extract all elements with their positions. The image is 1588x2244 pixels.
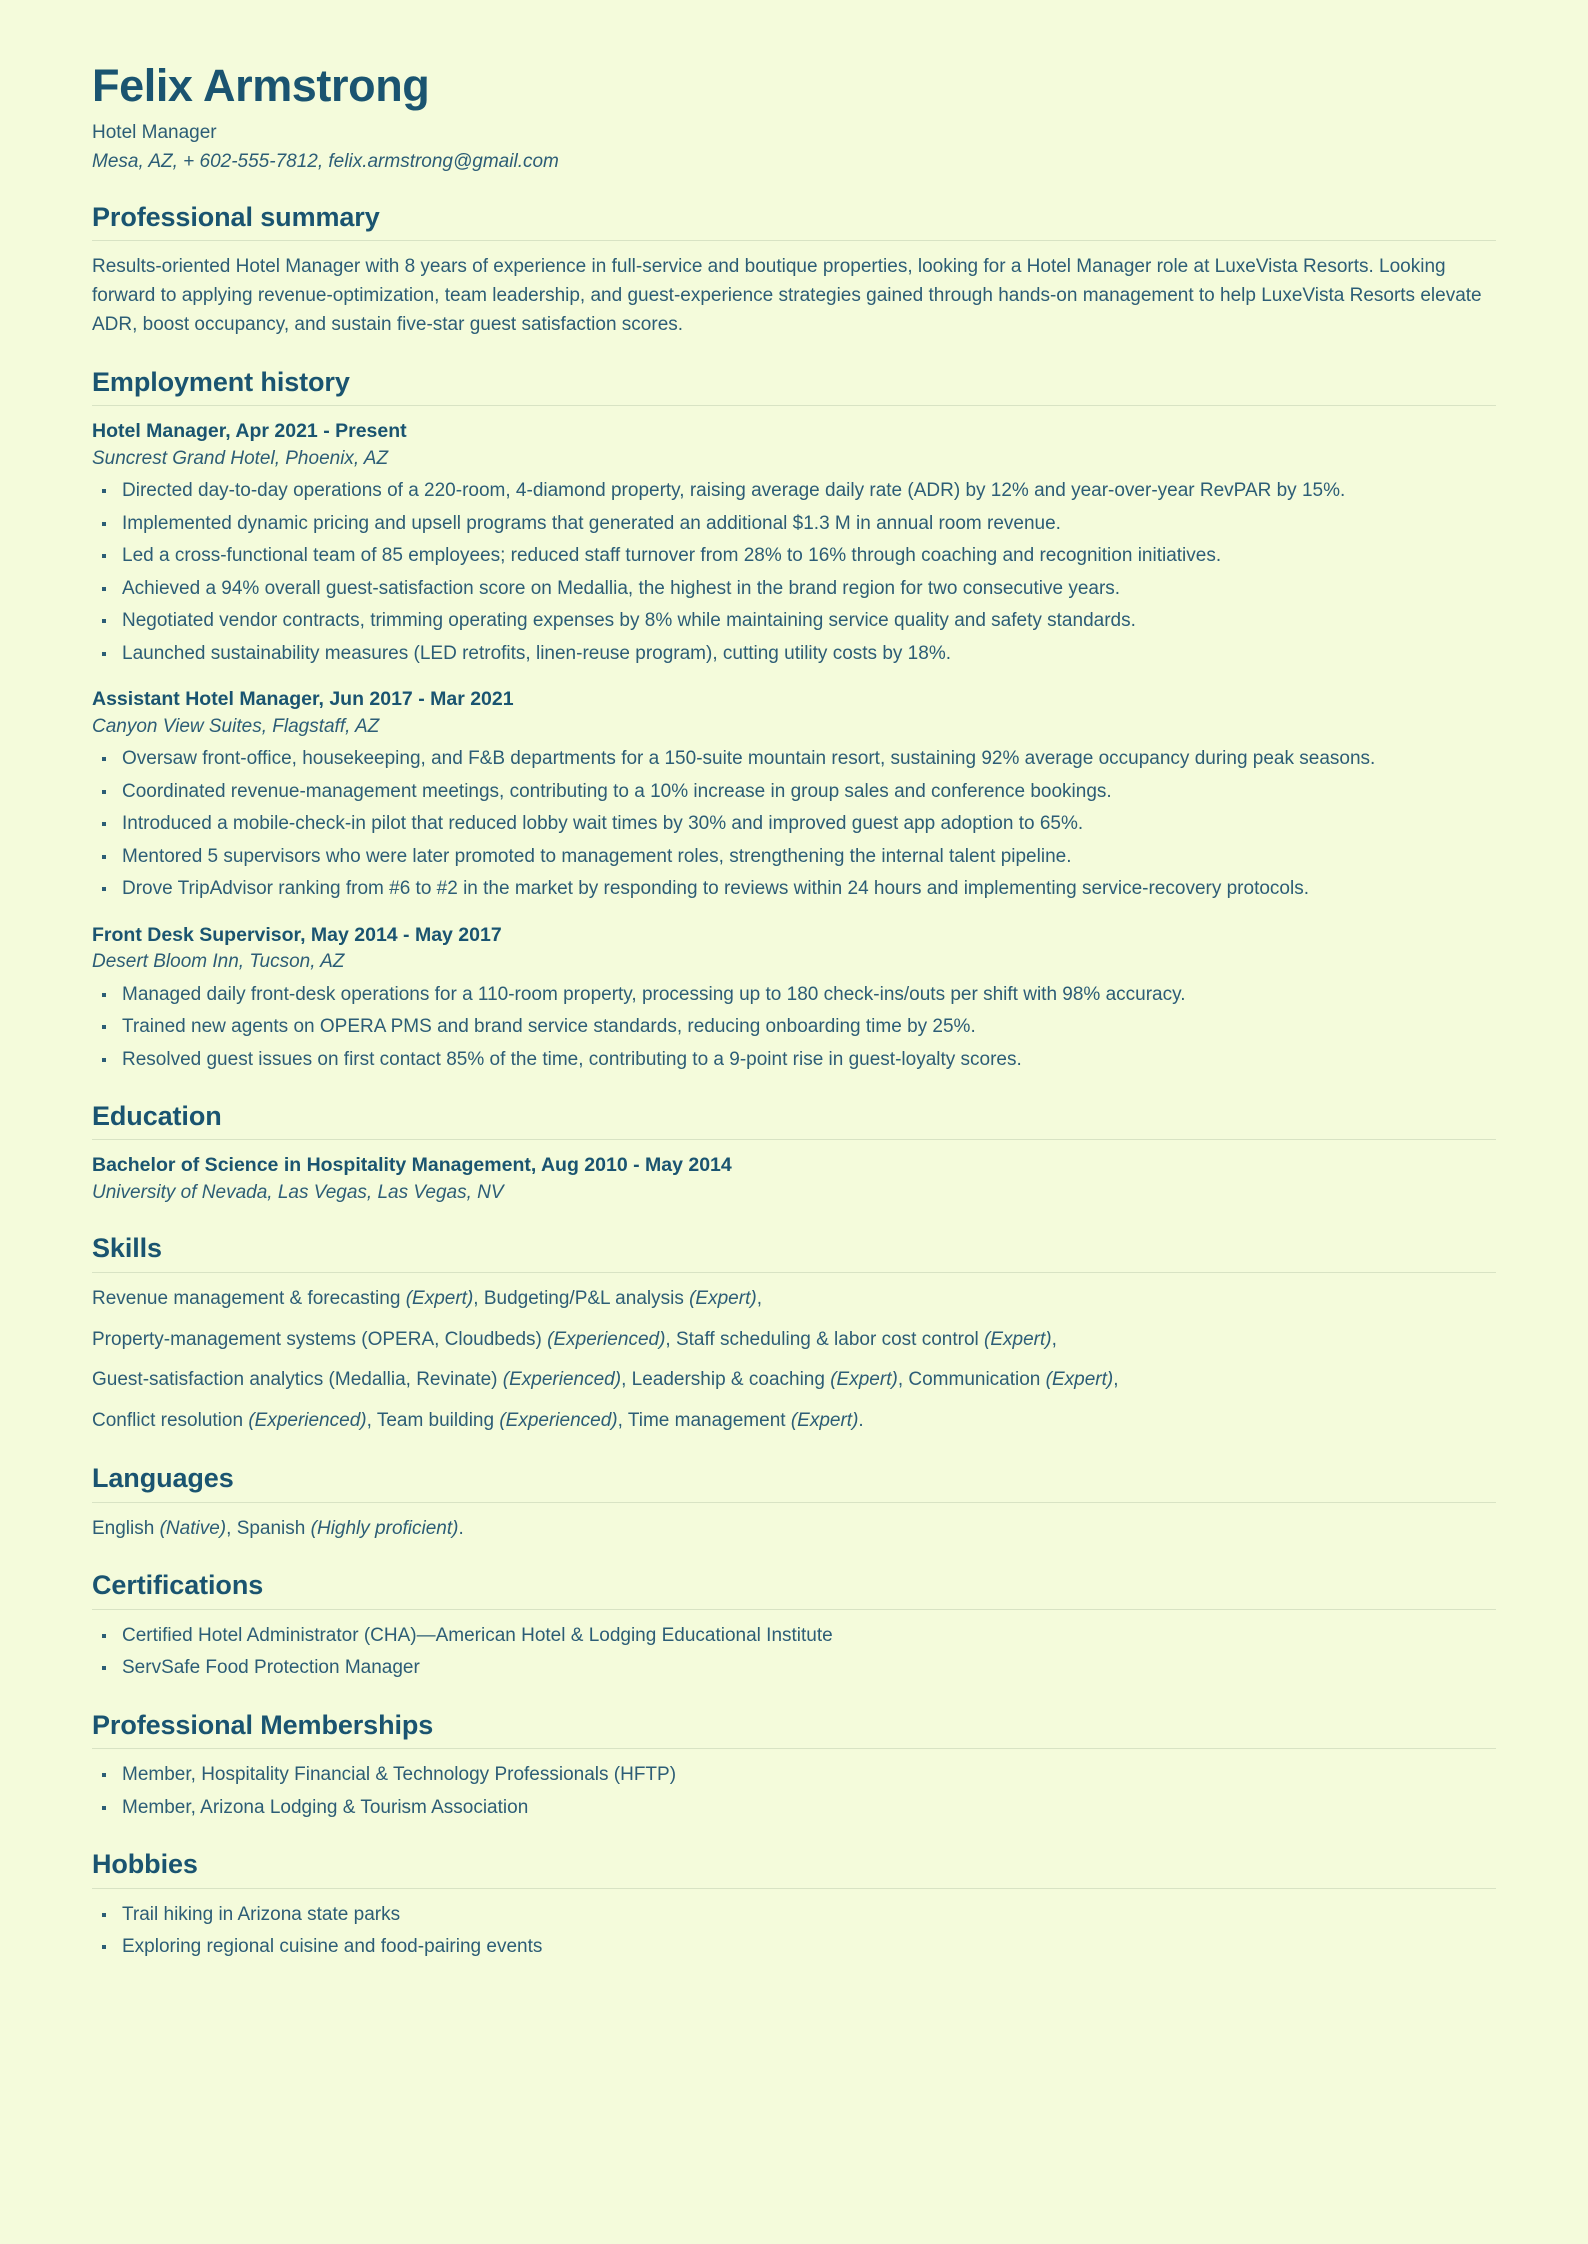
skill-level: (Highly proficient) [310,1517,459,1539]
skill-line [92,1366,1496,1395]
skill-line [92,1285,1496,1314]
list-item: Mentored 5 supervisors who were later promoted to management roles, strengthening the internal talent pipeline. [92,843,1496,872]
skill-name: Team building [376,1410,495,1432]
skill-name: Guest-satisfaction analytics (Medallia, Revinate) [92,1369,498,1391]
education-entry-list [92,1152,1496,1206]
employment-entry-title: Hotel Manager, Apr 2021 - Present [92,420,407,443]
skill-level: (Expert) [405,1287,474,1309]
skill-name: Budgeting/P&L analysis [483,1287,684,1309]
list-item: Resolved guest issues on first contact 85% of the time, contributing to a 9-point rise in guest-loyalty scores. [92,1046,1496,1075]
section-title-summary: Professional summary [92,201,380,232]
section-professional-memberships [92,1709,1496,1822]
skill-name: Communication [908,1369,1041,1391]
skill-separator: , [756,1287,762,1309]
list-item: Led a cross-functional team of 85 employees; reduced staff turnover from 28% to 16% through coaching and recognition initiatives. [92,542,1496,571]
skill-separator: , [1113,1369,1119,1391]
list-item: Trail hiking in Arizona state parks [92,1901,1496,1930]
section-languages [92,1462,1496,1543]
employment-entry-company: Canyon View Suites, Flagstaff, AZ [92,715,380,737]
list-item: Implemented dynamic pricing and upsell programs that generated an additional $1.3 M in annual room revenue. [92,510,1496,539]
section-certifications [92,1569,1496,1682]
section-title-languages: Languages [92,1463,234,1494]
section-employment-history [92,366,1496,1074]
skill-separator: , [621,1369,632,1391]
list-item: Directed day-to-day operations of a 220-room, 4-diamond property, raising average daily rate (ADR) by 12% and year-over-year RevPAR by 15%. [92,477,1496,506]
skill-level: (Experienced) [499,1410,618,1432]
skill-separator: , [617,1410,628,1432]
employment-entry [92,922,1496,1074]
list-item: Launched sustainability measures (LED retrofits, linen-reuse program), cutting utility costs by 18%. [92,640,1496,669]
candidate-job-title: Hotel Manager [92,121,217,143]
employment-entry-title: Assistant Hotel Manager, Jun 2017 - Mar 2021 [92,688,514,711]
employment-bullet-list [92,745,1496,904]
resume-header [92,62,1496,175]
list-item: Member, Arizona Lodging & Tourism Association [92,1794,1496,1823]
section-education [92,1100,1496,1206]
skill-name: Conflict resolution [92,1410,244,1432]
skills-list [92,1285,1496,1437]
employment-entry-company: Desert Bloom Inn, Tucson, AZ [92,950,345,972]
section-divider [92,1888,1496,1889]
employment-bullet-list [92,981,1496,1075]
summary-body [92,253,1496,340]
section-divider [92,405,1496,406]
skill-level: (Native) [159,1517,227,1539]
section-hobbies [92,1848,1496,1961]
section-skills [92,1232,1496,1436]
skill-separator: , [473,1287,484,1309]
candidate-name: Felix Armstrong [92,60,430,111]
skill-level: (Expert) [790,1410,859,1432]
list-item: Drove TripAdvisor ranking from #6 to #2 in the market by responding to reviews within 24 hours and implementing service-recovery protocols. [92,875,1496,904]
skill-name: Time management [627,1410,786,1432]
skill-name: Property-management systems (OPERA, Cloudbeds) [92,1328,542,1350]
hobbies-bullet-list [92,1901,1496,1962]
list-item: Negotiated vendor contracts, trimming operating expenses by 8% while maintaining service quality and safety standards. [92,607,1496,636]
skill-name: Staff scheduling & labor cost control [675,1328,979,1350]
section-title-hobbies: Hobbies [92,1849,198,1880]
section-title-certifications: Certifications [92,1570,264,1601]
skill-separator: . [458,1517,464,1539]
skill-name: Revenue management & forecasting [92,1287,401,1309]
list-item: Certified Hotel Administrator (CHA)—American Hotel & Lodging Educational Institute [92,1622,1496,1651]
memberships-body [92,1761,1496,1822]
candidate-contact-line: Mesa, AZ, + 602-555-7812, felix.armstrong@gmail.com [92,151,559,173]
skill-separator: , [226,1517,237,1539]
skill-name: English [92,1517,155,1539]
skill-line [92,1407,1496,1436]
section-professional-summary [92,201,1496,340]
section-divider [92,1272,1496,1273]
skill-name: Spanish [236,1517,306,1539]
memberships-bullet-list [92,1761,1496,1822]
section-title-skills: Skills [92,1233,162,1264]
skill-separator: . [858,1410,864,1432]
skill-level: (Expert) [984,1328,1052,1350]
skill-level: (Experienced) [248,1410,367,1432]
employment-bullet-list [92,477,1496,668]
section-divider [92,1609,1496,1610]
skill-level: (Expert) [830,1369,898,1391]
section-title-memberships: Professional Memberships [92,1709,434,1740]
skill-line [92,1326,1496,1355]
skill-separator: , [366,1410,377,1432]
list-item: Exploring regional cuisine and food-pairing events [92,1933,1496,1962]
employment-entry [92,418,1496,668]
list-item: Introduced a mobile-check-in pilot that reduced lobby wait times by 30% and improved guest app adoption to 65%. [92,810,1496,839]
list-item: Managed daily front-desk operations for a 110-room property, processing up to 180 check-ins/outs per shift with 98% accuracy. [92,981,1496,1010]
list-item: Trained new agents on OPERA PMS and brand service standards, reducing onboarding time by 25%. [92,1013,1496,1042]
language-line [92,1515,1496,1544]
hobbies-body [92,1901,1496,1962]
employment-entry-list [92,418,1496,1074]
list-item: Oversaw front-office, housekeeping, and F&B departments for a 150-suite mountain resort, sustaining 92% average occupancy during peak seasons. [92,745,1496,774]
employment-entry [92,686,1496,903]
skill-level: (Experienced) [502,1369,622,1391]
certifications-bullet-list [92,1622,1496,1683]
employment-entry-title: Front Desk Supervisor, May 2014 - May 2017 [92,923,502,946]
section-title-employment: Employment history [92,366,350,397]
skill-separator: , [897,1369,909,1391]
skill-separator: , [1051,1328,1057,1350]
list-item: Coordinated revenue-management meetings, contributing to a 10% increase in group sales and conference bookings. [92,778,1496,807]
education-entry-degree: Bachelor of Science in Hospitality Management, Aug 2010 - May 2014 [92,1154,732,1177]
education-entry-school: University of Nevada, Las Vegas, Las Vegas, NV [92,1181,504,1203]
list-item: Achieved a 94% overall guest-satisfaction score on Medallia, the highest in the brand region for two consecutive years. [92,575,1496,604]
skill-name: Leadership & coaching [631,1369,825,1391]
section-divider [92,1748,1496,1749]
list-item: ServSafe Food Protection Manager [92,1654,1496,1683]
skill-level: (Expert) [689,1287,757,1309]
skill-level: (Experienced) [547,1328,666,1350]
languages-list [92,1515,1496,1544]
skill-level: (Expert) [1045,1369,1114,1391]
list-item: Member, Hospitality Financial & Technology Professionals (HFTP) [92,1761,1496,1790]
section-title-education: Education [92,1101,222,1131]
section-divider [92,1502,1496,1503]
section-divider [92,1139,1496,1140]
certifications-body [92,1622,1496,1683]
employment-entry-company: Suncrest Grand Hotel, Phoenix, AZ [92,447,389,469]
summary-text: Results-oriented Hotel Manager with 8 years of experience in full-service and boutique properties, looking for a Hotel Manager role at LuxeVista Resorts. Looking forward to applying revenue-optimization, team leadership, and guest-experience strategies gained through hands-on management to help LuxeVista Resorts elevate ADR, boost occupancy, and sustain five-star guest satisfaction scores. [92,256,1482,336]
education-entry [92,1152,1496,1206]
skill-separator: , [665,1328,676,1350]
section-divider [92,240,1496,241]
